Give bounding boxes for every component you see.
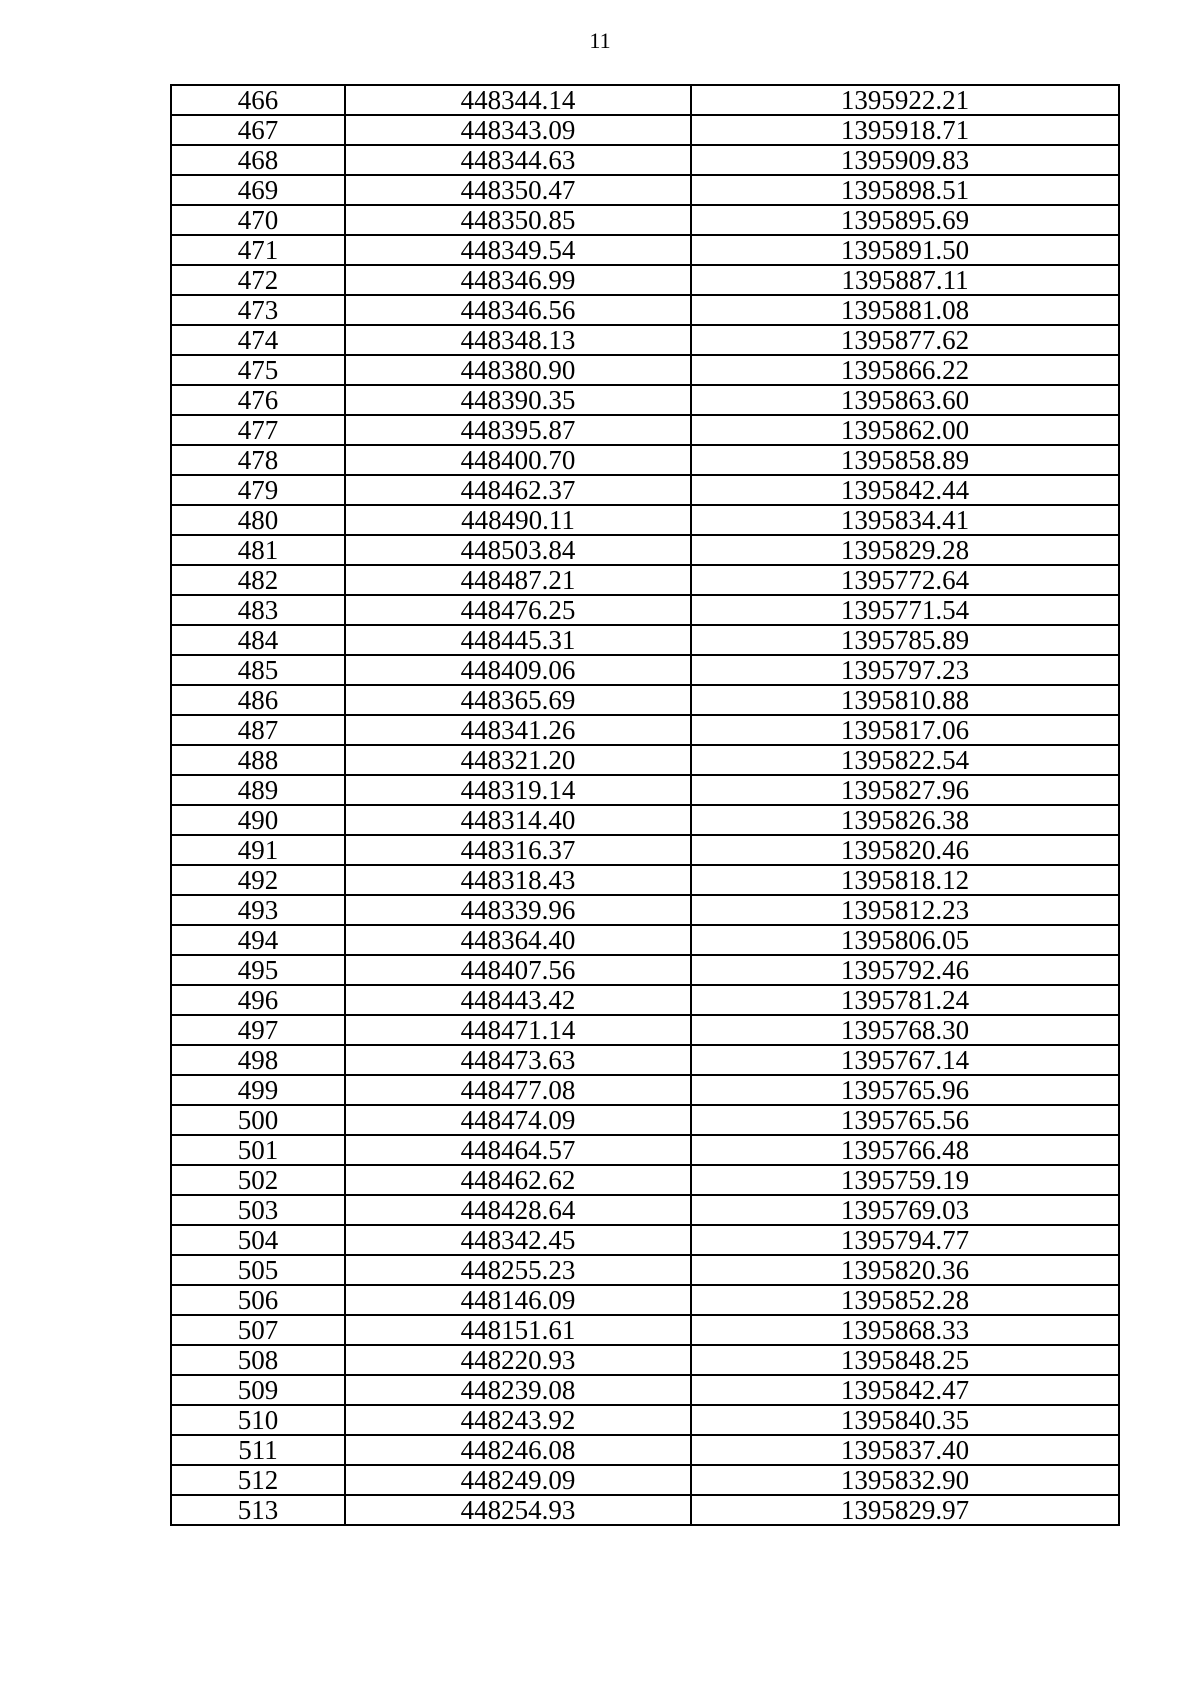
x-coordinate-cell: 448246.08 (345, 1435, 691, 1465)
y-coordinate-cell: 1395922.21 (691, 85, 1119, 115)
y-coordinate-cell: 1395829.28 (691, 535, 1119, 565)
coordinate-table-body (171, 85, 1119, 1525)
y-coordinate-cell: 1395797.23 (691, 655, 1119, 685)
point-number-cell: 481 (171, 535, 345, 565)
point-number-cell: 480 (171, 505, 345, 535)
x-coordinate-cell: 448350.85 (345, 205, 691, 235)
table-row (171, 655, 1119, 685)
x-coordinate-cell: 448314.40 (345, 805, 691, 835)
table-row (171, 355, 1119, 385)
y-coordinate-cell: 1395820.36 (691, 1255, 1119, 1285)
x-coordinate-cell: 448503.84 (345, 535, 691, 565)
point-number-cell: 501 (171, 1135, 345, 1165)
point-number-cell: 485 (171, 655, 345, 685)
table-row (171, 385, 1119, 415)
x-coordinate-cell: 448471.14 (345, 1015, 691, 1045)
x-coordinate-cell: 448151.61 (345, 1315, 691, 1345)
x-coordinate-cell: 448364.40 (345, 925, 691, 955)
x-coordinate-cell: 448400.70 (345, 445, 691, 475)
point-number-cell: 479 (171, 475, 345, 505)
y-coordinate-cell: 1395881.08 (691, 295, 1119, 325)
y-coordinate-cell: 1395765.96 (691, 1075, 1119, 1105)
coordinate-table (170, 84, 1120, 1526)
y-coordinate-cell: 1395772.64 (691, 565, 1119, 595)
x-coordinate-cell: 448473.63 (345, 1045, 691, 1075)
y-coordinate-cell: 1395817.06 (691, 715, 1119, 745)
y-coordinate-cell: 1395842.44 (691, 475, 1119, 505)
table-row (171, 1225, 1119, 1255)
y-coordinate-cell: 1395785.89 (691, 625, 1119, 655)
table-row (171, 1255, 1119, 1285)
x-coordinate-cell: 448350.47 (345, 175, 691, 205)
point-number-cell: 498 (171, 1045, 345, 1075)
point-number-cell: 476 (171, 385, 345, 415)
x-coordinate-cell: 448487.21 (345, 565, 691, 595)
x-coordinate-cell: 448348.13 (345, 325, 691, 355)
table-row (171, 955, 1119, 985)
x-coordinate-cell: 448445.31 (345, 625, 691, 655)
point-number-cell: 508 (171, 1345, 345, 1375)
y-coordinate-cell: 1395827.96 (691, 775, 1119, 805)
table-row (171, 595, 1119, 625)
table-row (171, 445, 1119, 475)
point-number-cell: 496 (171, 985, 345, 1015)
table-row (171, 625, 1119, 655)
point-number-cell: 488 (171, 745, 345, 775)
y-coordinate-cell: 1395812.23 (691, 895, 1119, 925)
x-coordinate-cell: 448343.09 (345, 115, 691, 145)
y-coordinate-cell: 1395829.97 (691, 1495, 1119, 1525)
table-row (171, 1135, 1119, 1165)
point-number-cell: 484 (171, 625, 345, 655)
table-row (171, 505, 1119, 535)
point-number-cell: 500 (171, 1105, 345, 1135)
table-row (171, 475, 1119, 505)
table-row (171, 1195, 1119, 1225)
x-coordinate-cell: 448346.56 (345, 295, 691, 325)
point-number-cell: 507 (171, 1315, 345, 1345)
x-coordinate-cell: 448319.14 (345, 775, 691, 805)
x-coordinate-cell: 448254.93 (345, 1495, 691, 1525)
table-row (171, 1045, 1119, 1075)
point-number-cell: 477 (171, 415, 345, 445)
x-coordinate-cell: 448344.14 (345, 85, 691, 115)
point-number-cell: 490 (171, 805, 345, 835)
y-coordinate-cell: 1395794.77 (691, 1225, 1119, 1255)
y-coordinate-cell: 1395768.30 (691, 1015, 1119, 1045)
y-coordinate-cell: 1395766.48 (691, 1135, 1119, 1165)
table-row (171, 715, 1119, 745)
x-coordinate-cell: 448395.87 (345, 415, 691, 445)
table-row (171, 1285, 1119, 1315)
point-number-cell: 469 (171, 175, 345, 205)
y-coordinate-cell: 1395826.38 (691, 805, 1119, 835)
point-number-cell: 474 (171, 325, 345, 355)
table-row (171, 1495, 1119, 1525)
y-coordinate-cell: 1395818.12 (691, 865, 1119, 895)
y-coordinate-cell: 1395858.89 (691, 445, 1119, 475)
table-row (171, 1015, 1119, 1045)
x-coordinate-cell: 448407.56 (345, 955, 691, 985)
point-number-cell: 494 (171, 925, 345, 955)
point-number-cell: 486 (171, 685, 345, 715)
x-coordinate-cell: 448462.62 (345, 1165, 691, 1195)
y-coordinate-cell: 1395891.50 (691, 235, 1119, 265)
table-row (171, 1405, 1119, 1435)
x-coordinate-cell: 448239.08 (345, 1375, 691, 1405)
y-coordinate-cell: 1395909.83 (691, 145, 1119, 175)
table-row (171, 1465, 1119, 1495)
point-number-cell: 468 (171, 145, 345, 175)
x-coordinate-cell: 448342.45 (345, 1225, 691, 1255)
table-row (171, 265, 1119, 295)
y-coordinate-cell: 1395868.33 (691, 1315, 1119, 1345)
y-coordinate-cell: 1395895.69 (691, 205, 1119, 235)
point-number-cell: 502 (171, 1165, 345, 1195)
table-row (171, 1105, 1119, 1135)
table-row (171, 745, 1119, 775)
x-coordinate-cell: 448474.09 (345, 1105, 691, 1135)
x-coordinate-cell: 448464.57 (345, 1135, 691, 1165)
y-coordinate-cell: 1395837.40 (691, 1435, 1119, 1465)
table-row (171, 535, 1119, 565)
point-number-cell: 506 (171, 1285, 345, 1315)
table-row (171, 235, 1119, 265)
x-coordinate-cell: 448341.26 (345, 715, 691, 745)
y-coordinate-cell: 1395842.47 (691, 1375, 1119, 1405)
x-coordinate-cell: 448380.90 (345, 355, 691, 385)
point-number-cell: 512 (171, 1465, 345, 1495)
y-coordinate-cell: 1395918.71 (691, 115, 1119, 145)
table-row (171, 685, 1119, 715)
y-coordinate-cell: 1395781.24 (691, 985, 1119, 1015)
table-row (171, 85, 1119, 115)
y-coordinate-cell: 1395877.62 (691, 325, 1119, 355)
point-number-cell: 495 (171, 955, 345, 985)
point-number-cell: 497 (171, 1015, 345, 1045)
y-coordinate-cell: 1395840.35 (691, 1405, 1119, 1435)
point-number-cell: 492 (171, 865, 345, 895)
page-number: 11 (589, 28, 611, 53)
point-number-cell: 478 (171, 445, 345, 475)
point-number-cell: 503 (171, 1195, 345, 1225)
table-row (171, 1165, 1119, 1195)
y-coordinate-cell: 1395898.51 (691, 175, 1119, 205)
table-row (171, 1345, 1119, 1375)
point-number-cell: 466 (171, 85, 345, 115)
x-coordinate-cell: 448344.63 (345, 145, 691, 175)
table-row (171, 865, 1119, 895)
x-coordinate-cell: 448316.37 (345, 835, 691, 865)
y-coordinate-cell: 1395765.56 (691, 1105, 1119, 1135)
x-coordinate-cell: 448220.93 (345, 1345, 691, 1375)
point-number-cell: 473 (171, 295, 345, 325)
point-number-cell: 472 (171, 265, 345, 295)
x-coordinate-cell: 448346.99 (345, 265, 691, 295)
point-number-cell: 509 (171, 1375, 345, 1405)
y-coordinate-cell: 1395862.00 (691, 415, 1119, 445)
table-row (171, 925, 1119, 955)
x-coordinate-cell: 448243.92 (345, 1405, 691, 1435)
point-number-cell: 511 (171, 1435, 345, 1465)
x-coordinate-cell: 448249.09 (345, 1465, 691, 1495)
x-coordinate-cell: 448462.37 (345, 475, 691, 505)
point-number-cell: 471 (171, 235, 345, 265)
y-coordinate-cell: 1395810.88 (691, 685, 1119, 715)
x-coordinate-cell: 448146.09 (345, 1285, 691, 1315)
table-row (171, 205, 1119, 235)
y-coordinate-cell: 1395848.25 (691, 1345, 1119, 1375)
x-coordinate-cell: 448476.25 (345, 595, 691, 625)
y-coordinate-cell: 1395769.03 (691, 1195, 1119, 1225)
x-coordinate-cell: 448490.11 (345, 505, 691, 535)
y-coordinate-cell: 1395792.46 (691, 955, 1119, 985)
point-number-cell: 510 (171, 1405, 345, 1435)
point-number-cell: 504 (171, 1225, 345, 1255)
y-coordinate-cell: 1395820.46 (691, 835, 1119, 865)
point-number-cell: 483 (171, 595, 345, 625)
y-coordinate-cell: 1395866.22 (691, 355, 1119, 385)
point-number-cell: 470 (171, 205, 345, 235)
table-row (171, 115, 1119, 145)
table-row (171, 775, 1119, 805)
table-row (171, 295, 1119, 325)
table-row (171, 415, 1119, 445)
y-coordinate-cell: 1395759.19 (691, 1165, 1119, 1195)
x-coordinate-cell: 448390.35 (345, 385, 691, 415)
x-coordinate-cell: 448477.08 (345, 1075, 691, 1105)
table-row (171, 1315, 1119, 1345)
x-coordinate-cell: 448255.23 (345, 1255, 691, 1285)
table-row (171, 565, 1119, 595)
x-coordinate-cell: 448409.06 (345, 655, 691, 685)
table-row (171, 1375, 1119, 1405)
table-row (171, 805, 1119, 835)
x-coordinate-cell: 448428.64 (345, 1195, 691, 1225)
point-number-cell: 491 (171, 835, 345, 865)
y-coordinate-cell: 1395832.90 (691, 1465, 1119, 1495)
table-row (171, 175, 1119, 205)
x-coordinate-cell: 448318.43 (345, 865, 691, 895)
y-coordinate-cell: 1395806.05 (691, 925, 1119, 955)
y-coordinate-cell: 1395822.54 (691, 745, 1119, 775)
table-row (171, 985, 1119, 1015)
x-coordinate-cell: 448349.54 (345, 235, 691, 265)
point-number-cell: 475 (171, 355, 345, 385)
y-coordinate-cell: 1395863.60 (691, 385, 1119, 415)
point-number-cell: 482 (171, 565, 345, 595)
table-row (171, 895, 1119, 925)
y-coordinate-cell: 1395852.28 (691, 1285, 1119, 1315)
y-coordinate-cell: 1395834.41 (691, 505, 1119, 535)
y-coordinate-cell: 1395767.14 (691, 1045, 1119, 1075)
point-number-cell: 493 (171, 895, 345, 925)
x-coordinate-cell: 448321.20 (345, 745, 691, 775)
x-coordinate-cell: 448443.42 (345, 985, 691, 1015)
point-number-cell: 505 (171, 1255, 345, 1285)
x-coordinate-cell: 448339.96 (345, 895, 691, 925)
table-row (171, 145, 1119, 175)
table-row (171, 835, 1119, 865)
x-coordinate-cell: 448365.69 (345, 685, 691, 715)
point-number-cell: 513 (171, 1495, 345, 1525)
point-number-cell: 487 (171, 715, 345, 745)
table-row (171, 1435, 1119, 1465)
y-coordinate-cell: 1395887.11 (691, 265, 1119, 295)
table-row (171, 1075, 1119, 1105)
point-number-cell: 489 (171, 775, 345, 805)
point-number-cell: 499 (171, 1075, 345, 1105)
point-number-cell: 467 (171, 115, 345, 145)
y-coordinate-cell: 1395771.54 (691, 595, 1119, 625)
table-row (171, 325, 1119, 355)
